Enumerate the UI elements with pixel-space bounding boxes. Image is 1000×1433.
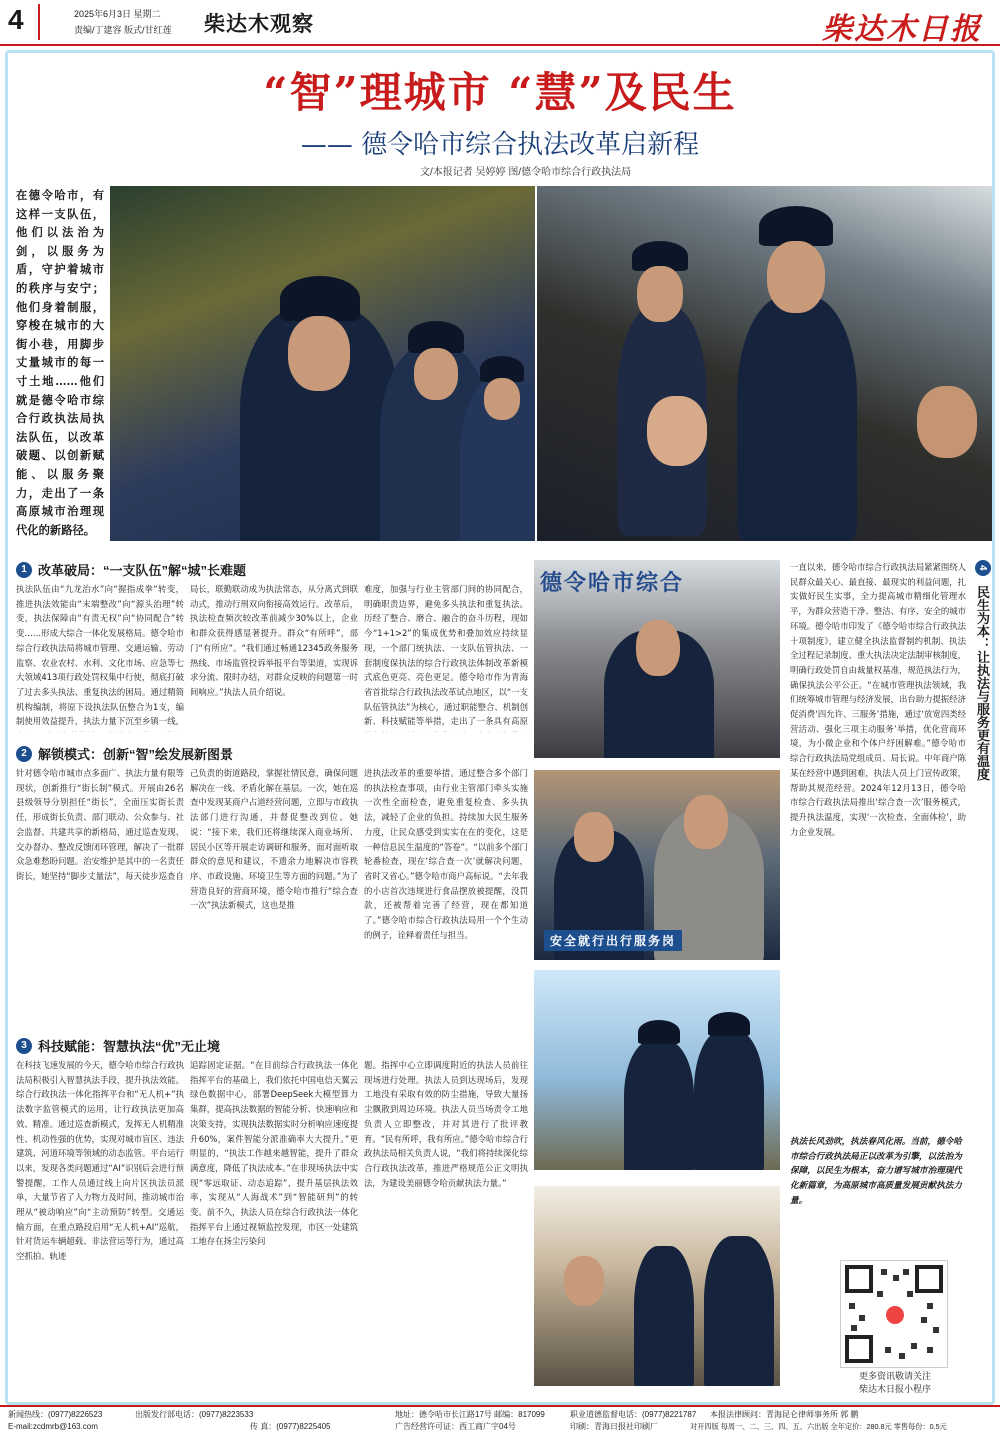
subheadline: —— 德令哈市综合执法改革启新程	[300, 130, 700, 160]
section-4-col-a: 一直以来，德令哈市综合行政执法局紧紧围绕人民群众最关心、最直接、最现实的利益问题，扎实做好民生实事，全力提高城市精细化管理水平，为群众营造干净、整洁、有序、安全的城市环境。德令哈市印发了《德令哈市综合行政执法十项制度》，建立健全执法监督制约机制、执法全过程记录制度、重大执法决定法制审核制度，明确行政处罚自由裁量权基准，规范执法行为，确保执法公平公正。“在城市管理执法领域，我们统筹城市管理与经济发展，出台助力提振经济促消费‘四允许、三服务’措施，通过‘放宽四类经营活动、强化三项主动服务’举措，优化营商环境，为小微企业和个体户纾困解难。”德令哈市综合行政执法局党组成员、局长说。中年商户陈某在经营中遇到困难，执法人员上门宣传政策，帮助其规范经营。2024年12月13日，德令哈市综合行政执法局推出‘综合查一次’服务模式，提升执法温度，实现‘一次检查、全面体检’，助力企业发展。	[790, 562, 966, 837]
section-1-title: 改革破局：“一支队伍”解“城”长难题	[38, 563, 247, 578]
issue-date: 2025年6月3日 星期二	[74, 9, 161, 19]
section-1-col-a: 执法队伍由“九龙治水”向“握指成拳”转变，推进执法效能由“末端整改”向“源头治理”转变，执法保障由“有责无权”向“协同配合”转变……形成大综合一体化发展格局。德令哈市综合行政执法局将城市管理、交通运输、劳动监察、农业农村、水利、文化市场、应急等七大领域413项行政处罚权集中行使，彻底打破了过去多头执法、重复执法的困局。通过精简机构编制，将原下设执法队伍整合为1支，编制使用效益提升，执法力量下沉至乡镇一线，	[16, 584, 184, 727]
section-2-col-a: 针对德令哈市城市点多面广、执法力量有限等现状，创新推行“街长制”模式。开展由26名县级领导分别担任“街长”，全面压实街长责任，形成街长负责、部门联动、公众参与、社会监督、共建共享的新格局，通过巡查发现、交办督办、整改反馈闭环管理，解决了一批群众急难愁盼问题。治安维护是其中的一名责任街长，她坚持“脚步丈量法”，每天徒步巡查自	[16, 768, 184, 881]
footer-ethics-phone: 职业道德监督电话：(0977)8221787	[570, 1410, 697, 1419]
footer-legal-advisor: 本报法律顾问：青海昆仑律师事务所 郭 鹏	[710, 1410, 859, 1419]
qr-caption-line-2: 柴达木日报小程序	[858, 1384, 931, 1394]
qr-caption-line-1: 更多资讯敬请关注	[858, 1371, 931, 1381]
page-number: 4	[8, 4, 40, 40]
section-1-heading	[16, 560, 246, 579]
section-1-number: 1	[16, 562, 32, 578]
section-3-heading	[16, 1036, 220, 1055]
section-title: 柴达木观察	[204, 11, 314, 36]
section-4-title: 民生为本：让执法与服务更有温度	[975, 585, 990, 781]
footer-pricing: 对开四版 每周一、二、三、四、五、六出版 全年定价：280.8元 零售每份：0.5元	[690, 1422, 947, 1431]
lead-paragraph: 在德令哈市，有这样一支队伍，他们以法治为剑，以服务为盾，守护着城市的秩序与安宁；他们身着制服，穿梭在城市的大街小巷，用脚步丈量城市的每一寸土地……他们就是德令哈市综合行政执法局执法队伍，以改革破题、以创新赋能、以服务聚力，走出了一条高原城市治理现代化的新路径。	[16, 188, 104, 537]
footer-ad-license: 广告经营许可证：西工商广字04号	[395, 1422, 516, 1431]
section-2-number: 2	[16, 746, 32, 762]
photo-night-market-patrol	[537, 186, 992, 541]
qr-center-logo-icon	[883, 1303, 907, 1327]
section-2-col-c: 进执法改革的重要举措。通过整合多个部门的执法检查事项，由行业主管部门牵头实施一次性全面检查，避免重复检查、多头执法，减轻了企业的负担。持续加大民生服务力度，让民众感受到实实在在的变化，这是一种信息民生温度的“答卷”。“以前多个部门轮番检查，现在‘综合查一次’就解决问题，省时又省心。”德令哈市商户高标说。“去年我的小店首次违规进行食品摆放被提醒，没罚款，还被帮着完善了经营，现在都知道了。”德令哈市综合行政执法局用一个个生动的例子，诠释着责任与担当。	[364, 768, 528, 940]
closing-paragraph: 执法长风劲吹，执法春风化雨。当前，德令哈市综合行政执法局正以改革为引擎，以法治为保障，以民生为根本，奋力谱写城市治理现代化新篇章，为高原城市高质量发展贡献执法力量。	[790, 1137, 962, 1206]
issue-meta	[74, 6, 172, 38]
section-3-col-c: 题。指挥中心立即调度附近的执法人员前往现场进行处理。执法人员到达现场后，发现工地没有采取有效的防尘措施，导致大量扬尘飘散到周边环境。执法人员当场责令工地负责人立即整改，并对其进行了批评教育。“民有所呼，我有所应。”德令哈市综合行政执法局相关负责人说，“我们将持续深化综合行政执法改革，推进严格规范公正文明执法，为建设美丽德令哈贡献执法力量。”	[364, 1060, 528, 1188]
footer-printer: 印刷：青海日报社印刷厂	[570, 1422, 658, 1431]
footer-email: E-mail:zcdmrb@163.com	[8, 1422, 98, 1431]
photo-service-counter	[534, 560, 780, 758]
footer-hotline: 新闻热线：(0977)8226523	[8, 1410, 103, 1419]
section-3-number: 3	[16, 1038, 32, 1054]
footer-fax: 传 真：(0977)8225405	[250, 1422, 331, 1431]
section-3-col-a: 在科技飞速发展的今天，德令哈市综合行政执法局积极引入智慧执法手段，提升执法效能。综合行政执法一体化指挥平台和“无人机+”执法数字监管模式的运用，让行政执法更加高效、精准。通过巡查新模式，发挥无人机精准性、机动性强的优势，实现对城市盲区、违法建筑、河道环境等领域的动态监管。平台运行以来，发现各类问题通过“AI”识别后会进行预警提醒，工作人员通过线上向片区执法员派单，大量节省了人力物力及时间，推动城市治理从“被动响应”向“主动预防”转型。交通运输方面，在重点路段启用“无人机+AI”巡航，针对货运车辆超载、非法营运等行为，通过高空抓拍、轨迹	[16, 1060, 184, 1262]
photo-sign-text: 德令哈市综合	[540, 570, 685, 595]
footer	[0, 1405, 1000, 1433]
photo-market-inspection	[534, 1186, 780, 1386]
section-3-title: 科技赋能：智慧执法“优”无止境	[38, 1039, 221, 1054]
editor-credit: 责编/丁建容 版式/甘红莲	[74, 25, 172, 35]
section-1-col-b: 局长，联勤联动成为执法常态，从分离式到联动式，推动行刑双向衔接高效运行。改革后，执法检查频次较改革前减少30%以上，企业和群众获得感显著提升。群众“有所呼”，部门“有所应”。“我们通过畅通12345政务服务热线、市场监管投诉举报平台等渠道，实现诉求分流、限时办结，对群众反映的问题第一时间响应。”执法人员介绍说。	[190, 584, 358, 697]
footer-address: 地址：德令哈市长江路17号 邮编：817099	[395, 1410, 545, 1419]
newspaper-logo: 柴达木日报	[822, 12, 982, 47]
photo-officer-with-citizen	[534, 770, 780, 960]
section-2-title: 解锁模式：创新“智”绘发展新图景	[38, 747, 234, 762]
section-3-col-b: 追踪固定证据。“在目前综合行政执法一体化指挥平台的基础上，我们依托中国电信天翼云绿色数据中心，部署DeepSeek大模型算力集群，提高执法数据的智能分析、快速响应和决策支持，实现执法数据实时分析响应速度提升60%，案件智能分派准确率大大提升。”更明显的，“执法工作越来越智能，提升了群众满意度，降低了执法成本。”在非现场执法中实现“零远取证、动态追踪”，提升基层执法效率，实现从“人海战术”到“智能研判”的转变。前不久，执法人员在综合行政执法一体化指挥平台上通过视频监控发现，市区一处建筑工地存在扬尘污染问	[190, 1060, 358, 1247]
section-1-col-c: 难度，加强与行业主管部门间的协同配合，明确职责边界，避免多头执法和重复执法。历经了整合、磨合、融合的奋斗历程，现如今“1+1>2”的集成优势和叠加效应持续显现，一个部门统执法、一支队伍管执法、一套制度保执法的综合行政执法体制改革新模式底色更亮、亮色更足。德令哈市作为青海省首批综合行政执法改革试点地区，以“一支队伍管执法”为核心，通过职能整合、机制创新、科技赋能等举措，走出了一条具有高原	[364, 584, 528, 727]
section-4-heading	[968, 560, 992, 781]
qr-code[interactable]	[840, 1260, 948, 1368]
photo-officers-saluting	[534, 970, 780, 1170]
footer-publishing-phone: 出版发行部电话：(0977)8223533	[135, 1410, 254, 1419]
section-4-number: 4	[975, 560, 991, 576]
headline: “智”理城市 “慧”及民生	[263, 68, 737, 117]
qr-caption	[810, 1370, 980, 1396]
section-2-heading	[16, 744, 233, 763]
byline: 文/本报记者 吴婷婷 图/德令哈市综合行政执法局	[420, 167, 632, 178]
photo-officers-formation	[110, 186, 535, 541]
photo-banner-text: 安全就行出行服务岗	[544, 930, 682, 951]
section-2-col-b: 己负责的街道路段，掌握社情民意，确保问题解决在一线、矛盾化解在基层。一次，她在巡查中发现某商户占道经营问题，立即与市政执法部门进行沟通，并督促整改到位。她说：“接下来，我们还将继续深入商业场所、居民小区等开展走访调研和服务，面对面听取群众的意见和建议，不遗余力地解决市容秩序、市政设施、环境卫生等方面的问题。”为了营造良好的营商环境，德令哈市推行“综合查一次”执法新模式，这也是推	[190, 768, 358, 911]
